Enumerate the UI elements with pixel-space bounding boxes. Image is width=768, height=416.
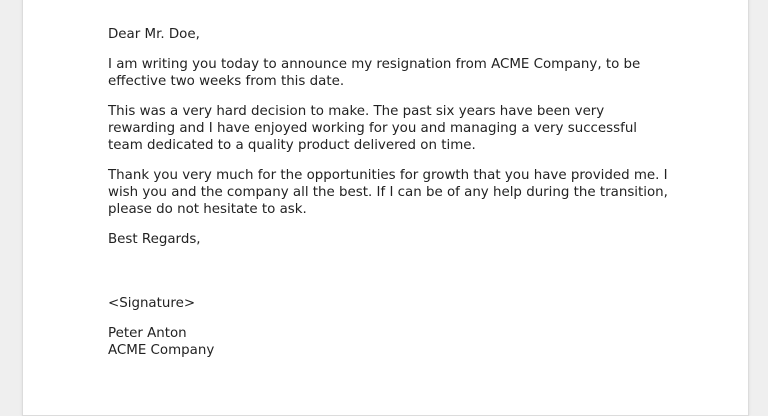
letter-paragraph-1 xyxy=(108,56,668,90)
paragraph-line: team dedicated to a quality product delivered on time. xyxy=(108,138,476,153)
paragraph-line: please do not hesitate to ask. xyxy=(108,202,307,217)
sender-block xyxy=(108,325,668,359)
signature-placeholder: <Signature> xyxy=(108,296,196,311)
sender-company: ACME Company xyxy=(108,343,215,358)
paragraph-line: This was a very hard decision to make. The past six years have been very xyxy=(108,104,605,119)
resignation-letter xyxy=(108,26,668,359)
sender-name: Peter Anton xyxy=(108,326,187,341)
letter-paragraph-2 xyxy=(108,103,668,154)
letter-paragraph-3 xyxy=(108,167,668,218)
paragraph-line: Thank you very much for the opportunities for growth that you have provided me. I xyxy=(108,168,668,183)
letter-closing: Best Regards, xyxy=(108,232,201,247)
paragraph-line: I am writing you today to announce my resignation from ACME Company, to be xyxy=(108,57,641,72)
paragraph-line: effective two weeks from this date. xyxy=(108,74,345,89)
paragraph-line: wish you and the company all the best. If I can be of any help during the transition, xyxy=(108,185,668,200)
paragraph-line: rewarding and I have enjoyed working for you and managing a very successful xyxy=(108,121,638,136)
letter-salutation: Dear Mr. Doe, xyxy=(108,27,200,42)
